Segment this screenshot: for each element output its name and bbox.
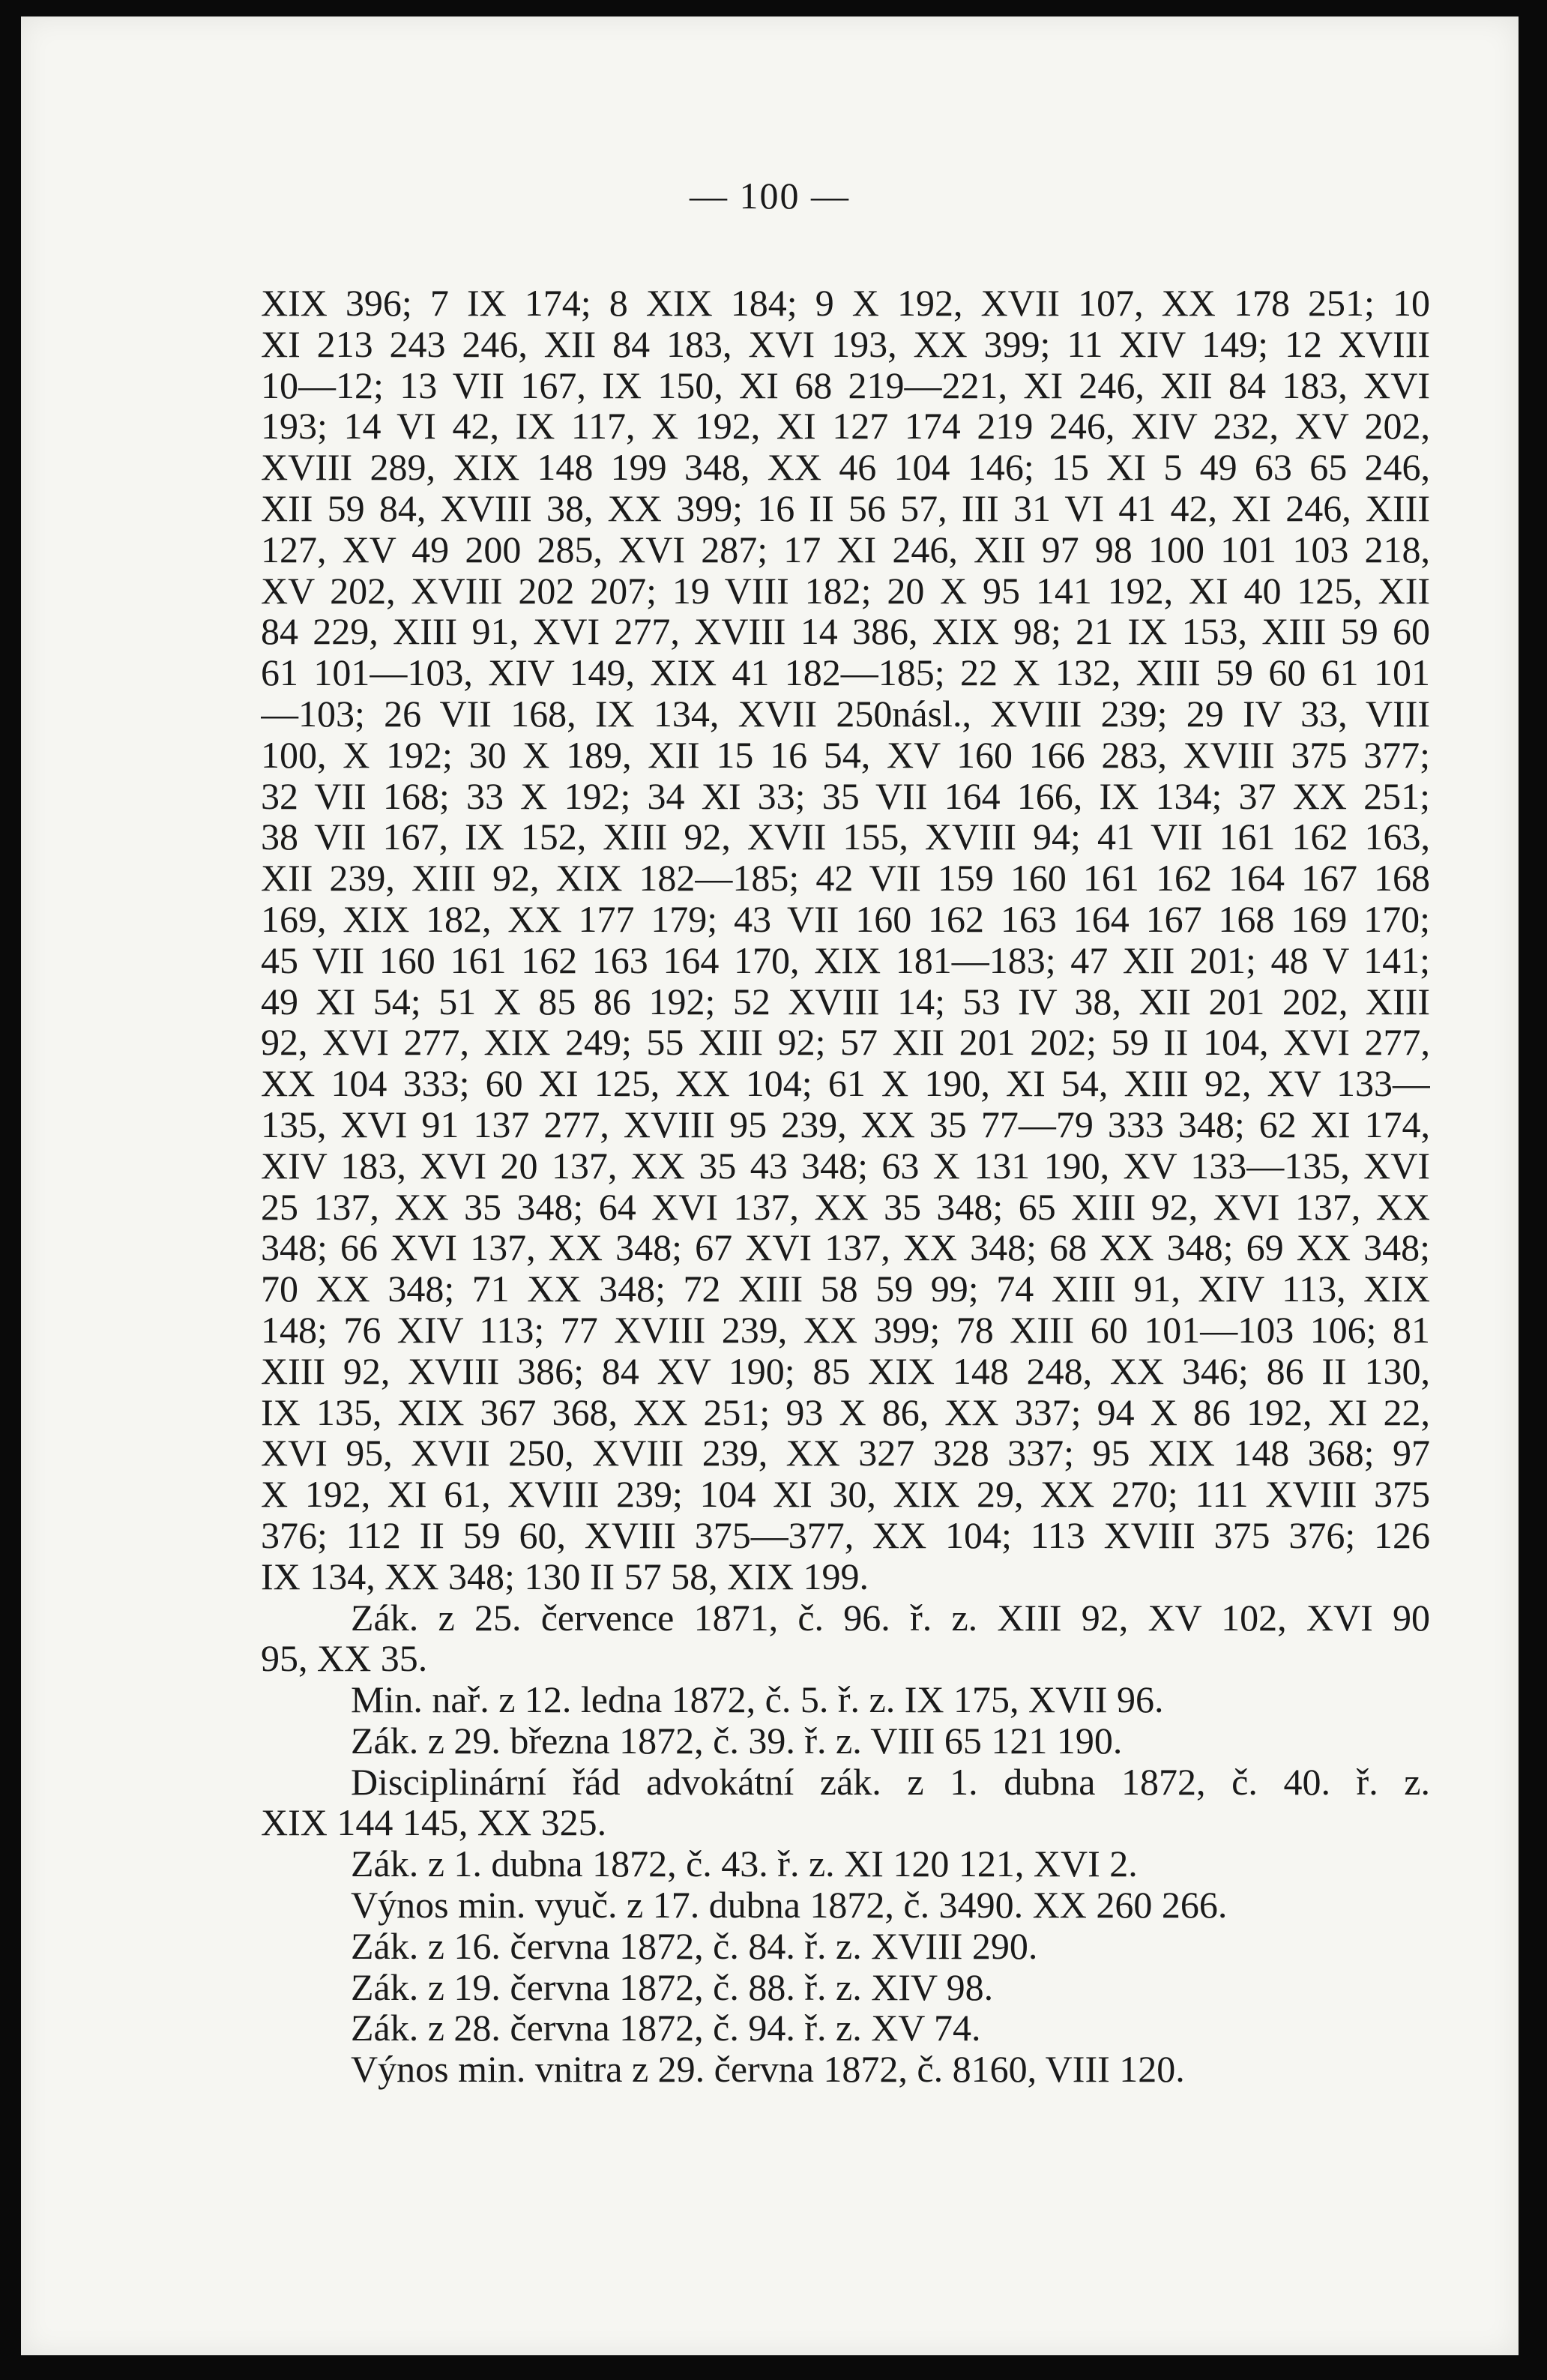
text-line: XX 104 333; 60 XI 125, XX 104; 61 X 190, XI 54, XIII 92, XV 133— — [261, 1063, 1430, 1104]
text-line: Zák. z 25. července 1871, č. 96. ř. z. XIII 92, XV 102, XVI 90 — [351, 1597, 1430, 1639]
text-line: Výnos min. vnitra z 29. června 1872, č. 8160, VIII 120. — [351, 2049, 1185, 2091]
text-line: Zák. z 19. června 1872, č. 88. ř. z. XIV 98. — [351, 1966, 994, 2008]
page-number: — 100 — — [690, 175, 850, 217]
text-line: 148; 76 XIV 113; 77 XVIII 239, XX 399; 78 XIII 60 101—103 106; 81 — [261, 1309, 1430, 1351]
text-line: XI 213 243 246, XII 84 183, XVI 193, XX 399; 11 XIV 149; 12 XVIII — [261, 323, 1430, 365]
book-page — [21, 16, 1519, 2355]
text-line: 169, XIX 182, XX 177 179; 43 VII 160 162 163 164 167 168 169 170; — [261, 898, 1430, 940]
text-line: 25 137, XX 35 348; 64 XVI 137, XX 35 348; 65 XIII 92, XVI 137, XX — [261, 1186, 1430, 1228]
text-line: 376; 112 II 59 60, XVIII 375—377, XX 104; 113 XVIII 375 376; 126 — [261, 1514, 1430, 1556]
text-line: XVIII 289, XIX 148 199 348, XX 46 104 146; 15 XI 5 49 63 65 246, — [261, 447, 1430, 488]
index-text-block — [261, 283, 1430, 2090]
text-line: X 192, XI 61, XVIII 239; 104 XI 30, XIX 29, XX 270; 111 XVIII 375 — [261, 1474, 1430, 1515]
text-line: XIV 183, XVI 20 137, XX 35 43 348; 63 X 131 190, XV 133—135, XVI — [261, 1145, 1430, 1187]
text-line: 38 VII 167, IX 152, XIII 92, XVII 155, XVIII 94; 41 VII 161 162 163, — [261, 816, 1430, 858]
text-line: 10—12; 13 VII 167, IX 150, XI 68 219—221, XI 246, XII 84 183, XVI — [261, 364, 1430, 406]
text-line: 95, XX 35. — [261, 1638, 428, 1680]
text-line: XVI 95, XVII 250, XVIII 239, XX 327 328 337; 95 XIX 148 368; 97 — [261, 1432, 1430, 1474]
text-line: —103; 26 VII 168, IX 134, XVII 250násl., XVIII 239; 29 IV 33, VIII — [261, 693, 1430, 735]
text-line: IX 134, XX 348; 130 II 57 58, XIX 199. — [261, 1555, 869, 1597]
text-line: XIII 92, XVIII 386; 84 XV 190; 85 XIX 148 248, XX 346; 86 II 130, — [261, 1350, 1430, 1392]
text-line: XIX 396; 7 IX 174; 8 XIX 184; 9 X 192, XVII 107, XX 178 251; 10 — [261, 283, 1430, 324]
text-line: IX 135, XIX 367 368, XX 251; 93 X 86, XX 337; 94 X 86 192, XI 22, — [261, 1391, 1430, 1433]
text-line: 70 XX 348; 71 XX 348; 72 XIII 58 59 99; 74 XIII 91, XIV 113, XIX — [261, 1268, 1430, 1310]
text-line: XII 59 84, XVIII 38, XX 399; 16 II 56 57, III 31 VI 41 42, XI 246, XIII — [261, 487, 1430, 529]
text-line: Min. nař. z 12. ledna 1872, č. 5. ř. z. IX 175, XVII 96. — [351, 1679, 1164, 1720]
text-line: 92, XVI 277, XIX 249; 55 XIII 92; 57 XII 201 202; 59 II 104, XVI 277, — [261, 1022, 1430, 1064]
text-line: Zák. z 29. března 1872, č. 39. ř. z. VIII 65 121 190. — [351, 1720, 1123, 1762]
text-line: Disciplinární řád advokátní zák. z 1. dubna 1872, č. 40. ř. z. — [351, 1761, 1430, 1803]
text-line: 348; 66 XVI 137, XX 348; 67 XVI 137, XX 348; 68 XX 348; 69 XX 348; — [261, 1227, 1430, 1269]
text-line: 49 XI 54; 51 X 85 86 192; 52 XVIII 14; 53 IV 38, XII 201 202, XIII — [261, 980, 1430, 1022]
text-line: Zák. z 28. června 1872, č. 94. ř. z. XV 74. — [351, 2007, 981, 2049]
text-line: XV 202, XVIII 202 207; 19 VIII 182; 20 X 95 141 192, XI 40 125, XII — [261, 570, 1430, 612]
text-line: XIX 144 145, XX 325. — [261, 1802, 607, 1844]
text-line: Zák. z 1. dubna 1872, č. 43. ř. z. XI 120 121, XVI 2. — [351, 1843, 1138, 1885]
text-line: XII 239, XIII 92, XIX 182—185; 42 VII 159 160 161 162 164 167 168 — [261, 858, 1430, 899]
text-line: 135, XVI 91 137 277, XVIII 95 239, XX 35 77—79 333 348; 62 XI 174, — [261, 1103, 1430, 1145]
text-line: 100, X 192; 30 X 189, XII 15 16 54, XV 160 166 283, XVIII 375 377; — [261, 734, 1430, 776]
text-line: Výnos min. vyuč. z 17. dubna 1872, č. 3490. XX 260 266. — [351, 1885, 1228, 1926]
text-line: 127, XV 49 200 285, XVI 287; 17 XI 246, XII 97 98 100 101 103 218, — [261, 528, 1430, 570]
text-line: 84 229, XIII 91, XVI 277, XVIII 14 386, XIX 98; 21 IX 153, XIII 59 60 — [261, 611, 1430, 653]
text-line: 193; 14 VI 42, IX 117, X 192, XI 127 174 219 246, XIV 232, XV 202, — [261, 406, 1430, 448]
text-line: Zák. z 16. června 1872, č. 84. ř. z. XVIII 290. — [351, 1925, 1038, 1967]
text-line: 32 VII 168; 33 X 192; 34 XI 33; 35 VII 164 166, IX 134; 37 XX 251; — [261, 775, 1430, 817]
text-line: 45 VII 160 161 162 163 164 170, XIX 181—183; 47 XII 201; 48 V 141; — [261, 939, 1430, 981]
text-line: 61 101—103, XIV 149, XIX 41 182—185; 22 X 132, XIII 59 60 61 101 — [261, 652, 1430, 693]
